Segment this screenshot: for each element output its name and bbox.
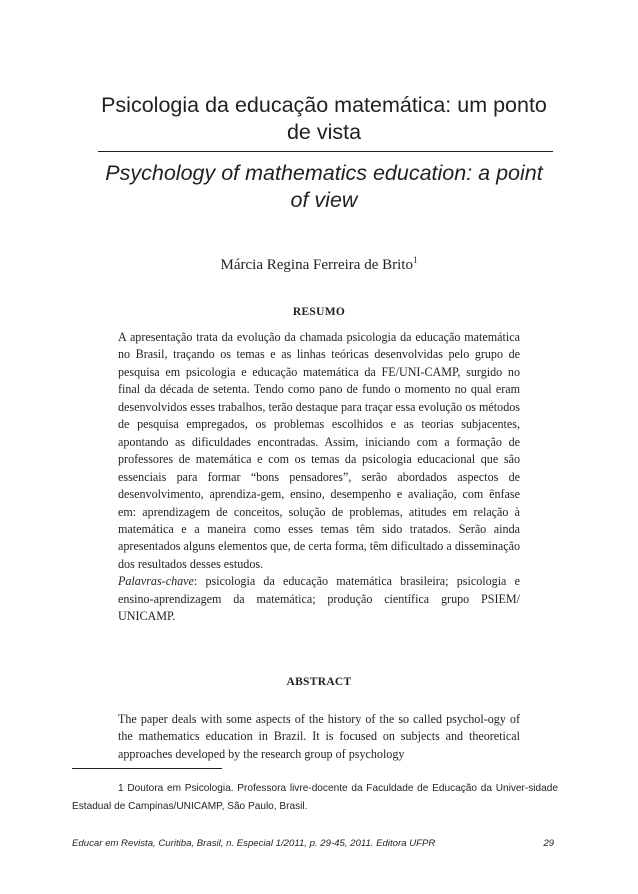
title-english: Psychology of mathematics education: a point of view <box>105 161 543 212</box>
running-footer: Educar em Revista, Curitiba, Brasil, n. Especial 1/2011, p. 29-45, 2011. Editora UFPR <box>72 838 436 849</box>
title-portuguese: Psicologia da educação matemática: um ponto de vista <box>101 93 547 144</box>
footnote-divider <box>72 768 222 769</box>
keywords-text: : psicologia da educação matemática brasileira; psicologia e ensino-aprendizagem da matemática; produção científica grupo PSIEM/ UNICAMP. <box>118 574 520 624</box>
author-name: Márcia Regina Ferreira de Brito <box>220 257 413 273</box>
title-divider <box>98 151 553 152</box>
abstract-heading: ABSTRACT <box>286 676 352 688</box>
resumo-paragraph: A apresentação trata da evolução da chamada psicologia da educação matemática no Brasil, traçando os temas e as linhas teóricas desenvolvidas pelo grupo de pesquisa em psicologia e educação matemática da FE/UNI-CAMP, surgido no final da década de setenta. Tendo como pano de fundo o momento no qual eram desenvolvidos esses trabalhos, terão destaque para traçar essa evolução os métodos de pesquisa empregados, os problemas escolhidos e as teorias subjacentes, apontando as dificuldades encontradas. Assim, iniciando com a formação de professores de matemática e com os temas da psicologia educacional que são essenciais para formar “bons pensadores”, serão abordados aspectos de desenvolvimento, aprendiza-gem, ensino, desempenho e avaliação, com ênfase em: aprendizagem de conceitos, solução de problemas, atitudes em relação à matemática e a maneira como esses temas têm sido tratados. Serão ainda apresentados alguns elementos que, de certa forma, têm dificultado a disseminação dos resultados desses estudos. <box>118 330 520 571</box>
author-line <box>118 256 520 274</box>
author-footnote-mark: 1 <box>412 255 418 265</box>
resumo-body <box>118 329 520 626</box>
footnote: 1 Doutora em Psicologia. Professora livre-docente da Faculdade de Educação da Univer-sidade Estadual de Campinas/UNICAMP, São Paulo, Brasil. <box>72 783 558 812</box>
page-number: 29 <box>543 838 554 849</box>
keywords-label: Palavras-chave <box>118 574 194 589</box>
resumo-heading: RESUMO <box>292 306 346 318</box>
abstract-body: The paper deals with some aspects of the history of the so called psychol-ogy of the mathematics education in Brazil. It is focused on subjects and theoretical approaches developed by the research group of psychology <box>118 712 520 761</box>
